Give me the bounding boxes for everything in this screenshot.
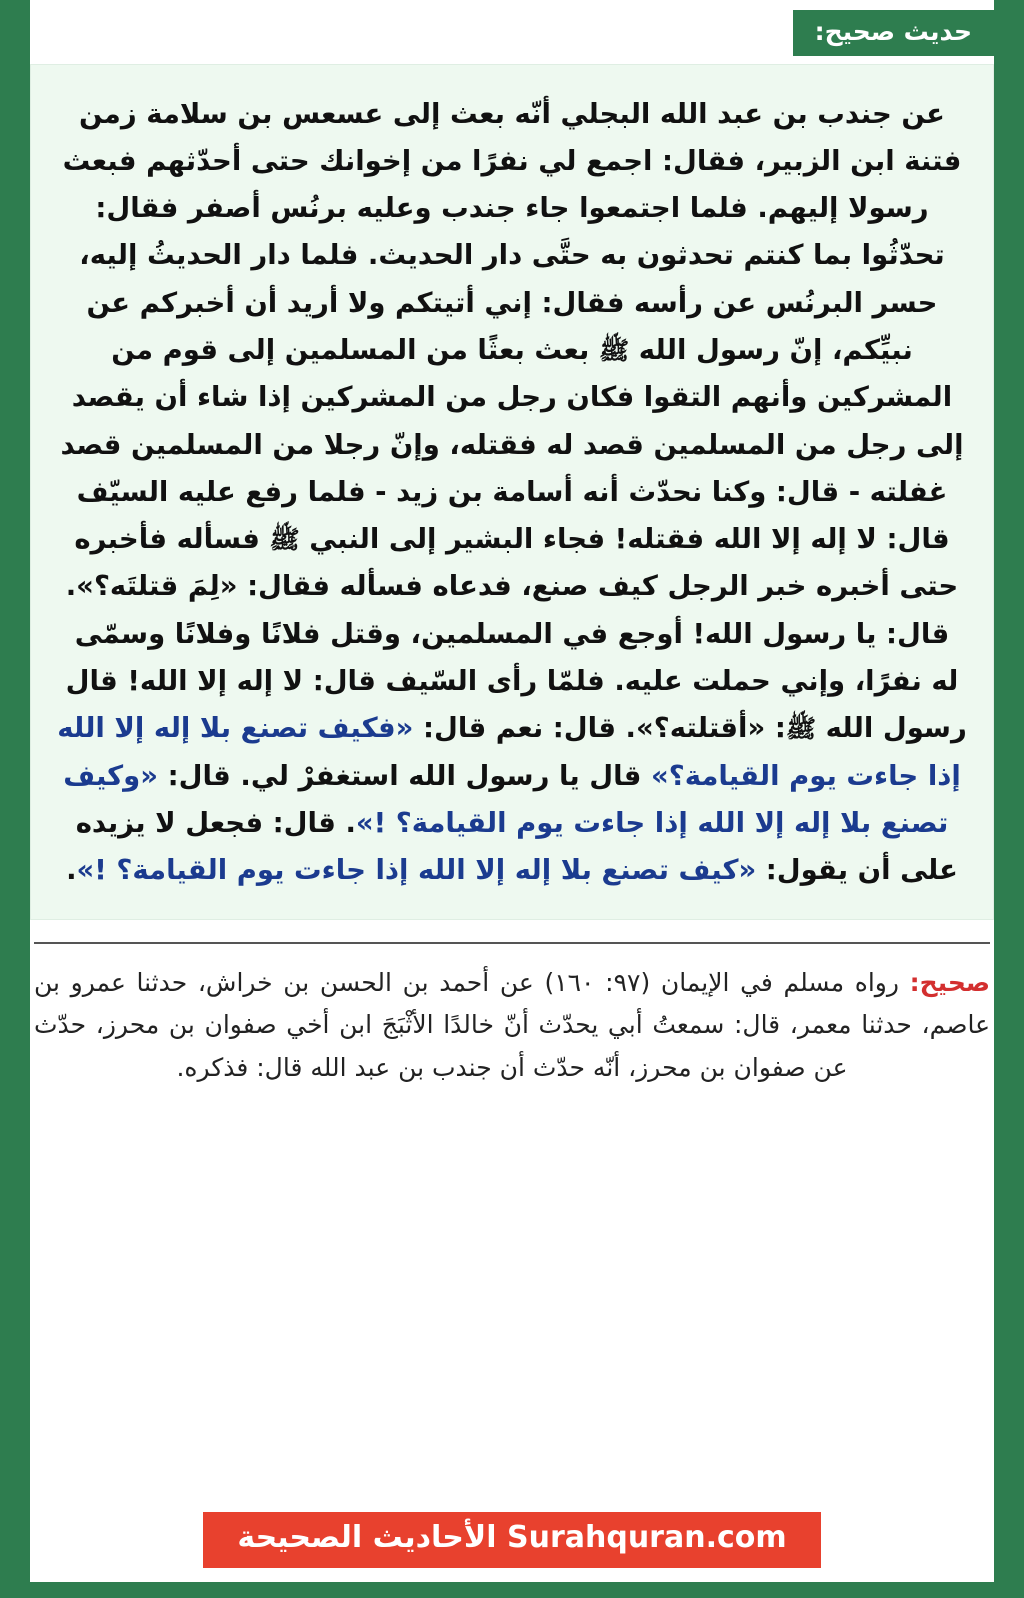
takhrij-text: رواه مسلم في الإيمان (٩٧: ١٦٠) عن أحمد بن الحسن بن خراش، حدثنا عمرو بن عاصم، حدثنا معمر، قال: سمعتُ أبي يحدّث أنّ خالدًا الأثْبَجَ ابن أخي صفوان بن محرز، حدّث عن صفوان بن محرز، أنّه حدّث أن جندب بن عبد الله قال: فذكره. [34,967,990,1082]
hadith-part-4: : «أقتلته؟». قال: نعم قال: [413,712,786,745]
hadith-part-3: فسأله فأخبره حتى أخبره خبر الرجل كيف صنع، فدعاه فسأله فقال: «لِمَ قتلتَه؟». قال: يا رسول الله! أوجع في المسلمين، وقتل فلانًا وفلانًا وسمّى له نفرًا، وإني حملت عليه. فلمّا رأى السّيف قال: لا إله إلا الله! قال رسول الله [65,523,967,745]
takhrij-paragraph [34,962,990,1090]
takhrij-label: صحيح: [909,967,990,997]
left-edge-strip [0,0,30,1598]
section-divider [34,942,990,944]
hadith-quote-2: «وكيف تصنع بلا إله إلا الله إذا جاءت يوم القيامة؟ !» [63,759,949,839]
site-name: Surahquran.com [506,1519,787,1555]
hadith-text-box [30,64,994,920]
hadith-part-5: قال يا رسول الله استغفرْ لي. قال: [158,759,652,792]
salla-icon-1: ﷺ [598,335,630,365]
hadith-quote-1: «فكيف تصنع بلا إله إلا الله إذا جاءت يوم القيامة؟» [57,712,961,792]
site-link-button[interactable] [203,1512,820,1569]
bottom-edge-strip [0,1582,1024,1598]
status-badge: حديث صحيح: [793,10,994,56]
salla-icon-2: ﷺ [269,525,300,555]
hadith-part-6: . قال: فجعل لا يزيده على أن يقول: [75,806,958,887]
site-subtitle: الأحاديث الصحيحة [237,1519,507,1555]
hadith-quote-3: «كيف تصنع بلا إله إلا الله إذا جاءت يوم القيامة؟ !» [76,854,757,887]
salla-icon-3: ﷺ [785,714,817,744]
hadith-body [57,91,967,895]
badge-row [30,0,994,64]
hadith-part-7: . [66,854,77,887]
hadith-part-1: عن جندب بن عبد الله البجلي أنّه بعث إلى عسعس بن سلامة زمن فتنة ابن الزبير، فقال: اجمع لي نفرًا من إخوانك حتى أحدّثهم فبعث رسولا إليهم. فلما اجتمعوا جاء جندب وعليه برنُس أصفر فقال: تحدّثُوا بما كنتم تحدثون به حتَّى دار الحديث. فلما دار الحديثُ إليه، حسر البرنُس عن رأسه فقال: إني أتيتكم ولا أريد أن أخبركم عن نبيِّكم، إنّ رسول الله [62,97,962,366]
hadith-part-2: بعث بعثًا من المسلمين إلى قوم من المشركين وأنهم التقوا فكان رجل من المشركين إذا شاء أن يقصد إلى رجل من المسلمين قصد له فقتله، وإنّ رجلا من المسلمين قصد غفلته - قال: وكنا نحدّث أنه أسامة بن زيد - فلما رفع عليه السيّف قال: لا إله إلا الله فقتله! فجاء البشير إلى النبي [60,333,964,556]
right-edge-strip [994,0,1024,1598]
